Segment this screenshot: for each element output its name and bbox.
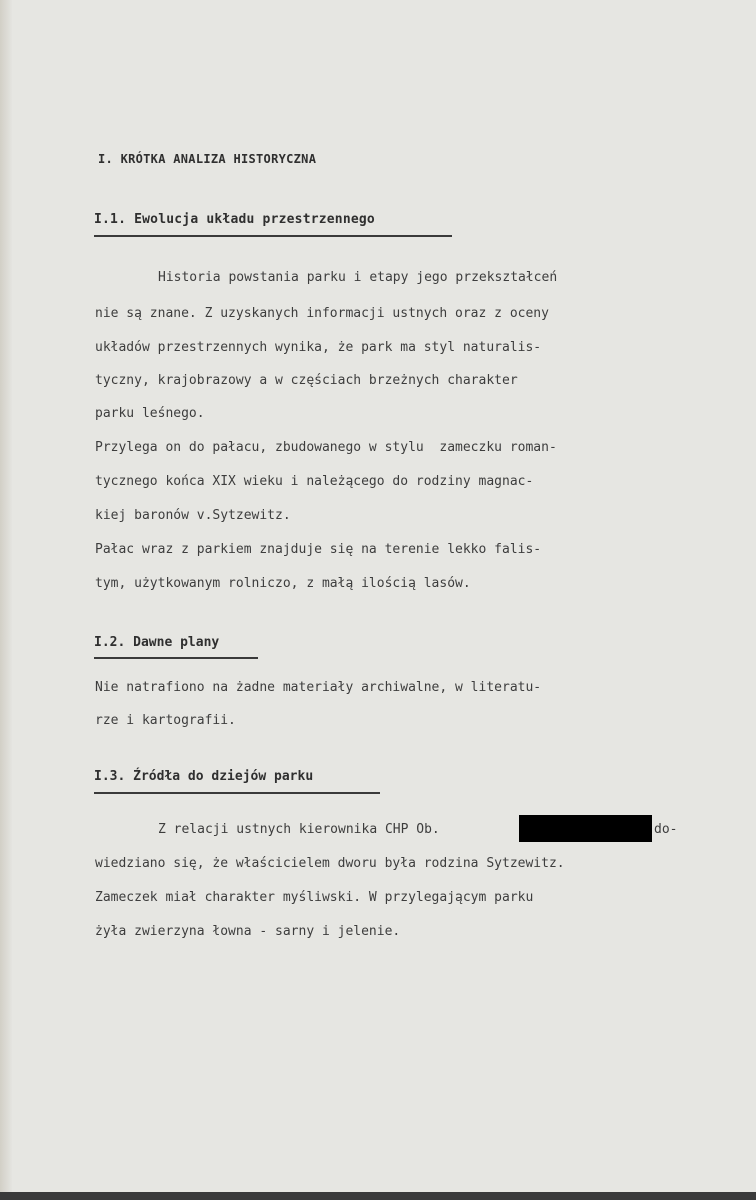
section-2-heading: I.2. Dawne plany bbox=[94, 635, 220, 650]
body-line: rze i kartografii. bbox=[95, 713, 236, 728]
paper-edge bbox=[0, 0, 12, 1192]
body-line: Historia powstania parku i etapy jego przekształceń bbox=[158, 270, 558, 285]
body-line: Zameczek miał charakter myśliwski. W przylegającym parku bbox=[95, 890, 534, 905]
document-title: I. KRÓTKA ANALIZA HISTORYCZNA bbox=[98, 152, 317, 166]
scan-bottom-edge bbox=[0, 1192, 756, 1200]
body-line: układów przestrzennych wynika, że park ma styl naturalis- bbox=[95, 340, 542, 355]
redaction-box bbox=[519, 815, 652, 842]
body-line: Z relacji ustnych kierownika CHP Ob. bbox=[158, 822, 440, 837]
body-line: parku leśnego. bbox=[95, 406, 205, 421]
body-line: wiedziano się, że właścicielem dworu była rodzina Sytzewitz. bbox=[95, 856, 565, 871]
body-line: nie są znane. Z uzyskanych informacji ustnych oraz z oceny bbox=[95, 306, 549, 321]
body-line: Pałac wraz z parkiem znajduje się na terenie lekko falis- bbox=[95, 542, 542, 557]
body-line: tycznego końca XIX wieku i należącego do rodziny magnac- bbox=[95, 474, 534, 489]
section-1-underline bbox=[94, 235, 452, 237]
body-line: do- bbox=[654, 822, 678, 837]
section-2-underline bbox=[94, 657, 258, 659]
body-line: Nie natrafiono na żadne materiały archiwalne, w literatu- bbox=[95, 680, 542, 695]
body-line: tym, użytkowanym rolniczo, z małą ilością lasów. bbox=[95, 576, 471, 591]
body-line: tyczny, krajobrazowy a w częściach brzeżnych charakter bbox=[95, 373, 518, 388]
section-3-underline bbox=[94, 792, 380, 794]
section-3-heading: I.3. Źródła do dziejów parku bbox=[94, 769, 314, 784]
body-line: Przylega on do pałacu, zbudowanego w stylu zameczku roman- bbox=[95, 440, 557, 455]
body-line: żyła zwierzyna łowna - sarny i jelenie. bbox=[95, 924, 401, 939]
body-line: kiej baronów v.Sytzewitz. bbox=[95, 508, 291, 523]
section-1-heading: I.1. Ewolucja układu przestrzennego bbox=[94, 212, 375, 227]
